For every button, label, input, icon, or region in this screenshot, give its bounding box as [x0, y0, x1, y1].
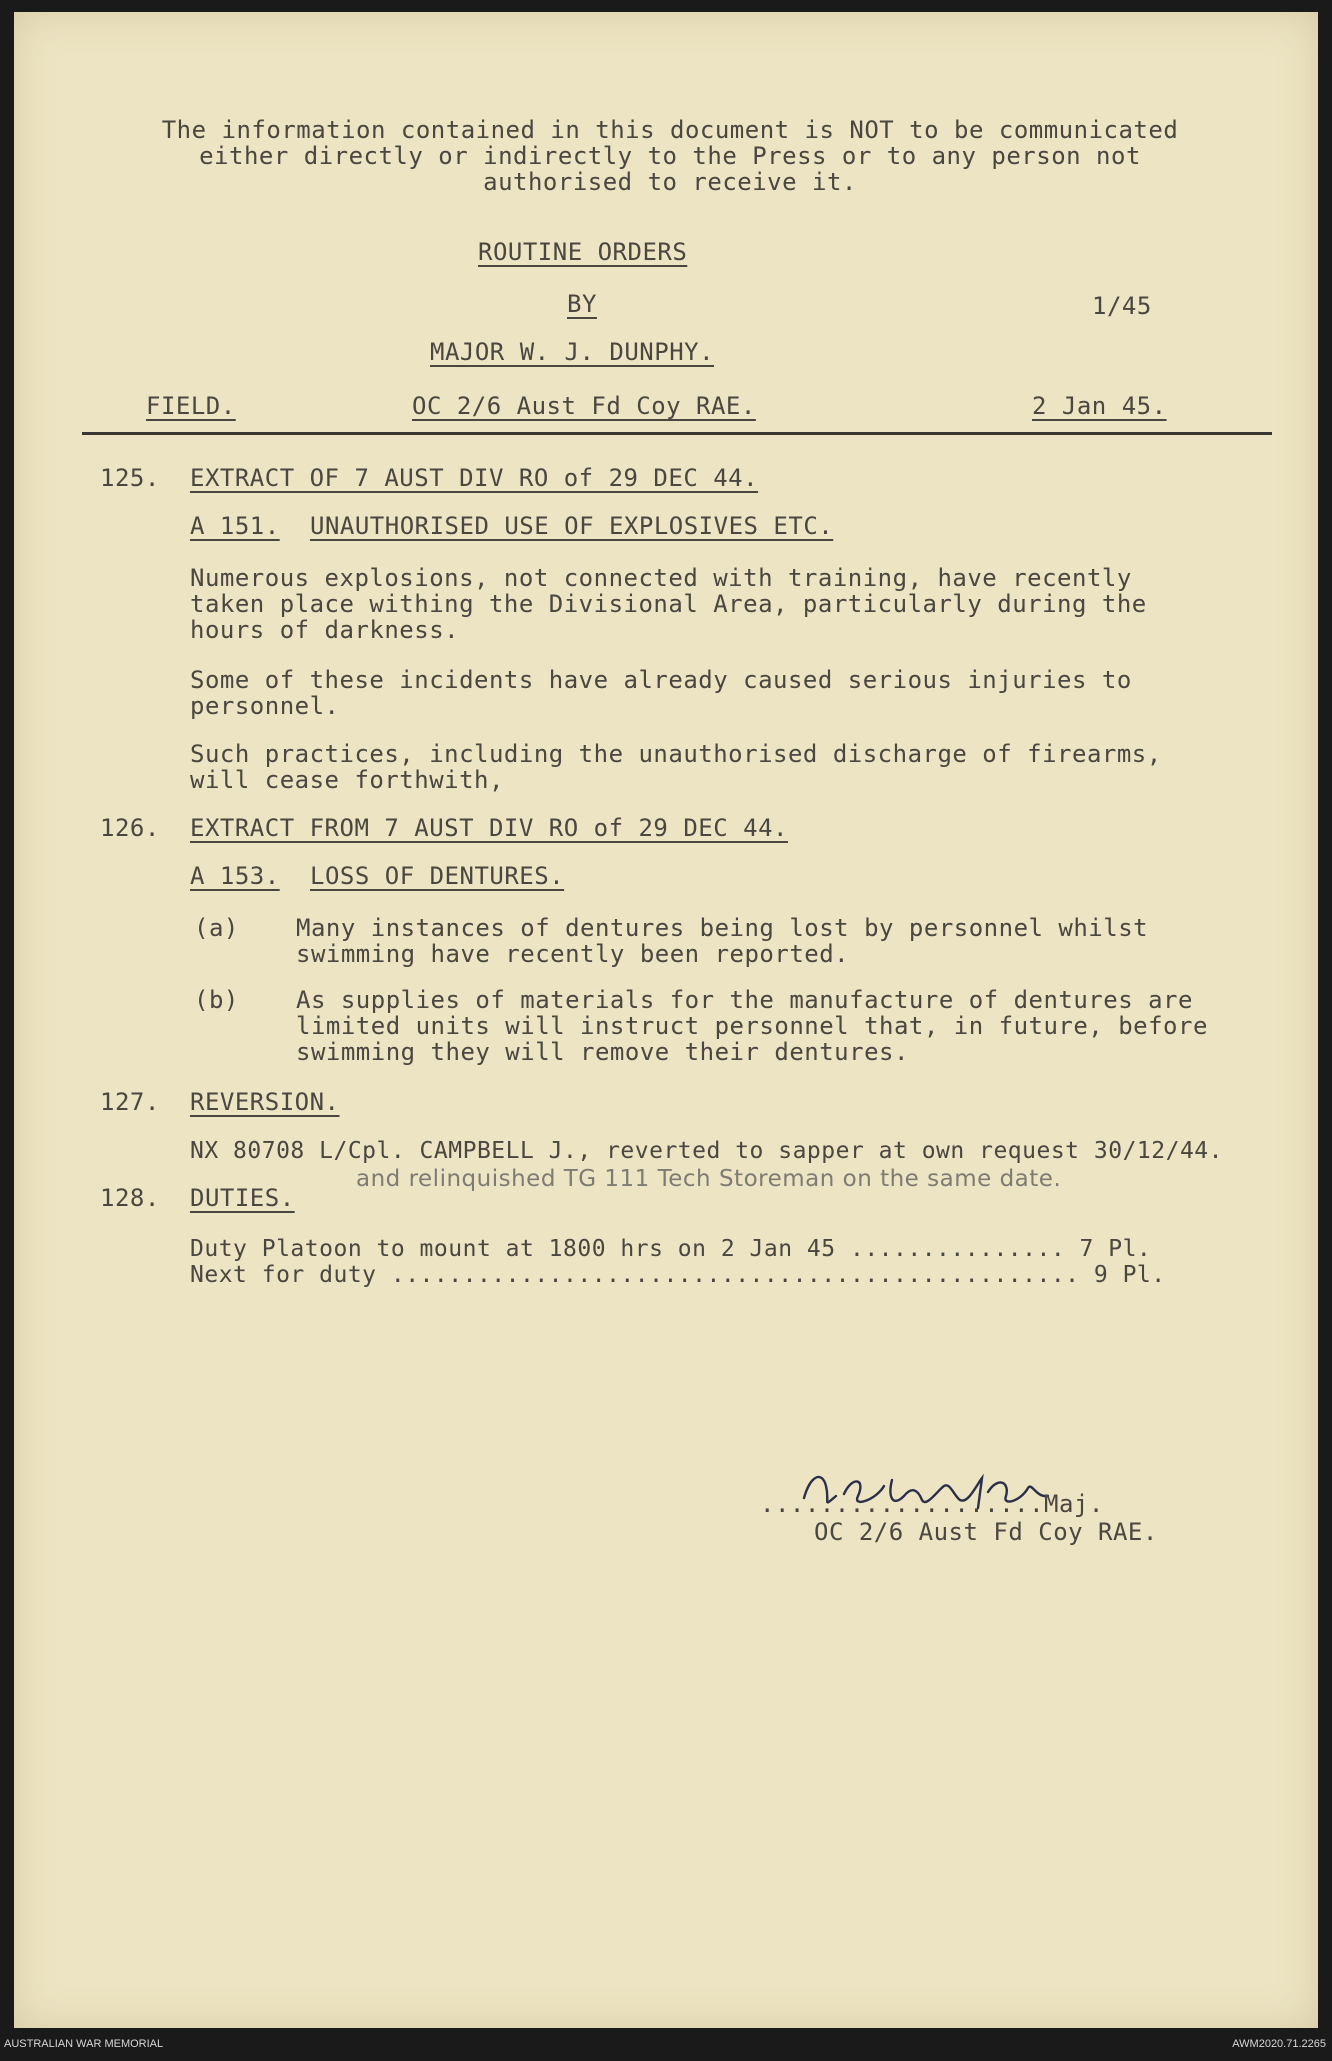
item-125-heading: EXTRACT OF 7 AUST DIV RO of 29 DEC 44. — [190, 464, 759, 492]
item-125-para1-line1: Numerous explosions, not connected with training, have recently — [190, 564, 1132, 592]
signature-title: OC 2/6 Aust Fd Coy RAE. — [814, 1518, 1158, 1546]
item-125-para3-line2: will cease forthwith, — [190, 766, 504, 794]
item-128-number: 128. — [100, 1184, 160, 1212]
notice-line-1: The information contained in this document is NOT to be communicated — [161, 116, 1179, 144]
item-125-subheading: UNAUTHORISED USE OF EXPLOSIVES ETC. — [310, 512, 834, 540]
signature-rank-line: ...................Maj. — [760, 1490, 1104, 1518]
item-126-subheading: LOSS OF DENTURES. — [310, 862, 565, 890]
item-125-para1-line3: hours of darkness. — [190, 616, 460, 644]
item-125-number: 125. — [100, 464, 160, 492]
by-label: BY — [567, 290, 597, 318]
order-date: 2 Jan 45. — [1032, 392, 1167, 420]
footer-accession-number: AWM2020.71.2265 — [1232, 2038, 1326, 2050]
item-125-sub-number: A 151. — [190, 512, 280, 540]
item-128-heading: DUTIES. — [190, 1184, 295, 1212]
item-125-para3-line1: Such practices, including the unauthorised discharge of firearms, — [190, 740, 1162, 768]
item-127-heading: REVERSION. — [190, 1088, 340, 1116]
item-128-line1: Duty Platoon to mount at 1800 hrs on 2 Jan 45 ............... 7 Pl. — [190, 1236, 1152, 1262]
item-126-a-label: (a) — [194, 914, 239, 942]
item-126-a-line2: swimming have recently been reported. — [296, 940, 850, 968]
header-rule — [82, 432, 1272, 435]
order-number: 1/45 — [1092, 292, 1152, 320]
document-title: ROUTINE ORDERS — [478, 238, 688, 266]
item-126-heading: EXTRACT FROM 7 AUST DIV RO of 29 DEC 44. — [190, 814, 788, 842]
item-126-a-line1: Many instances of dentures being lost by personnel whilst — [296, 914, 1149, 942]
unit-name: OC 2/6 Aust Fd Coy RAE. — [412, 392, 756, 420]
item-126-b-label: (b) — [194, 986, 239, 1014]
item-127-number: 127. — [100, 1088, 160, 1116]
item-126-b-line3: swimming they will remove their dentures. — [296, 1038, 909, 1066]
item-126-number: 126. — [100, 814, 160, 842]
notice-line-2: either directly or indirectly to the Press or to any person not — [199, 142, 1141, 170]
item-125-para2-line2: personnel. — [190, 692, 340, 720]
location: FIELD. — [146, 392, 236, 420]
officer-name: MAJOR W. J. DUNPHY. — [430, 338, 715, 366]
item-126-sub-number: A 153. — [190, 862, 280, 890]
item-127-line2: and relinquished TG 111 Tech Storeman on the same date. — [356, 1166, 1062, 1192]
item-126-b-line2: limited units will instruct personnel that, in future, before — [296, 1012, 1208, 1040]
item-125-para2-line1: Some of these incidents have already caused serious injuries to — [190, 666, 1132, 694]
notice-line-3: authorised to receive it. — [483, 168, 857, 196]
item-126-b-line1: As supplies of materials for the manufacture of dentures are — [296, 986, 1193, 1014]
item-127-line1: NX 80708 L/Cpl. CAMPBELL J., reverted to sapper at own request 30/12/44. — [190, 1138, 1223, 1164]
item-128-line2: Next for duty ................................................ 9 Pl. — [190, 1262, 1166, 1288]
item-125-para1-line2: taken place withing the Divisional Area, particularly during the — [190, 590, 1147, 618]
footer-institution: AUSTRALIAN WAR MEMORIAL — [4, 2038, 164, 2050]
